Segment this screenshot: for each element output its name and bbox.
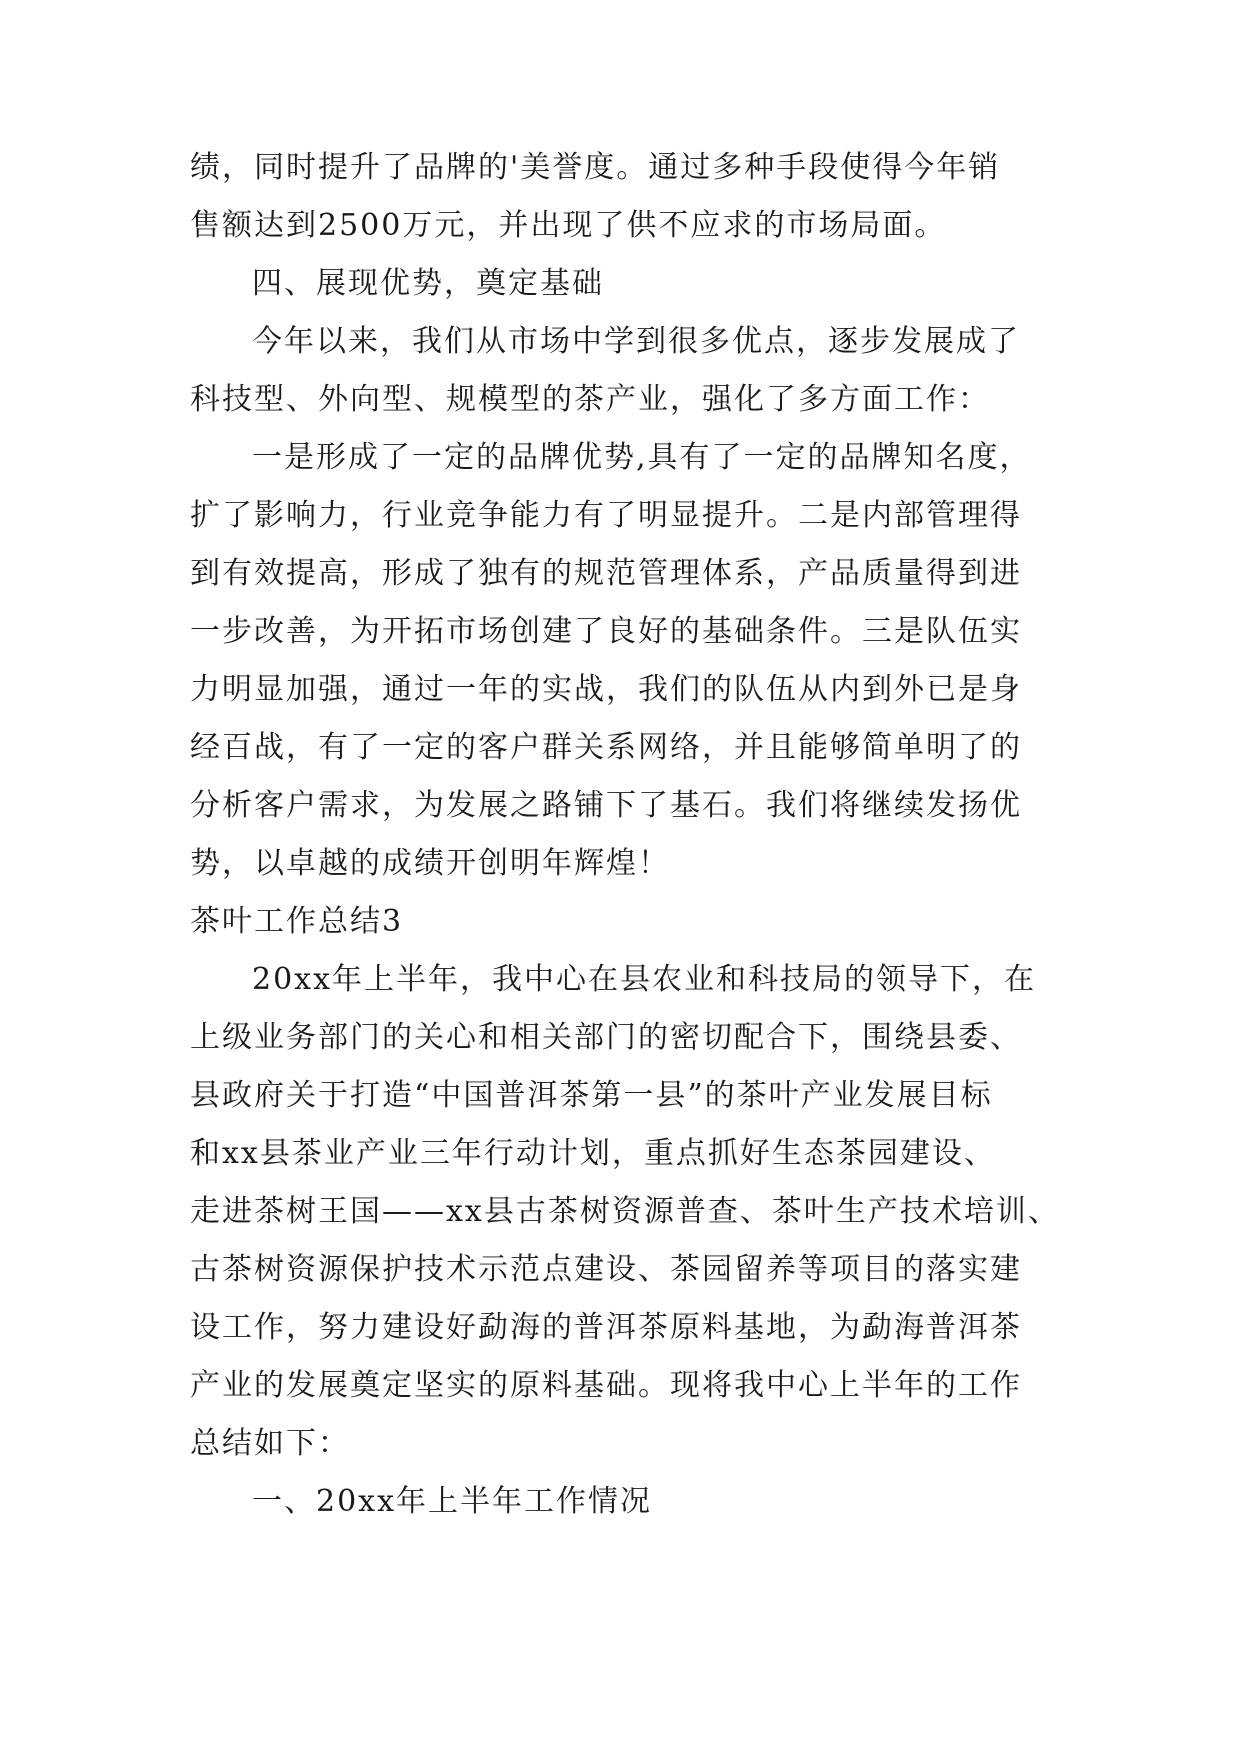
section-heading: 一、20xx年上半年工作情况 bbox=[252, 1484, 653, 1519]
paragraph-line: 上级业务部门的关心和相关部门的密切配合下，围绕县委、 bbox=[190, 1020, 1022, 1055]
paragraph-line: 走进茶树王国——xx县古茶树资源普查、茶叶生产技术培训、 bbox=[190, 1194, 1060, 1229]
paragraph-line: 产业的发展奠定坚实的原料基础。现将我中心上半年的工作 bbox=[190, 1368, 1022, 1403]
paragraph-line: 县政府关于打造“中国普洱茶第一县”的茶叶产业发展目标 bbox=[190, 1078, 993, 1113]
paragraph-line: 售额达到2500万元，并出现了供不应求的市场局面。 bbox=[190, 208, 947, 243]
paragraph-line: 绩，同时提升了品牌的'美誉度。通过多种手段使得今年销 bbox=[190, 150, 1001, 185]
paragraph-line: 总结如下： bbox=[190, 1426, 350, 1461]
paragraph-line: 一步改善，为开拓市场创建了良好的基础条件。三是队伍实 bbox=[190, 614, 1022, 649]
paragraph-line: 设工作，努力建设好勐海的普洱茶原料基地，为勐海普洱茶 bbox=[190, 1310, 1022, 1345]
paragraph-line: 到有效提高，形成了独有的规范管理体系，产品质量得到进 bbox=[190, 556, 1022, 591]
paragraph-line: 分析客户需求，为发展之路铺下了基石。我们将继续发扬优 bbox=[190, 788, 1022, 823]
paragraph-line: 今年以来，我们从市场中学到很多优点，逐步发展成了 bbox=[252, 324, 1020, 359]
document-title: 茶叶工作总结3 bbox=[190, 904, 404, 939]
paragraph-line: 科技型、外向型、规模型的茶产业，强化了多方面工作： bbox=[190, 382, 990, 417]
paragraph-line: 经百战，有了一定的客户群关系网络，并且能够简单明了的 bbox=[190, 730, 1022, 765]
section-heading: 四、展现优势，奠定基础 bbox=[252, 266, 604, 301]
paragraph-line: 一是形成了一定的品牌优势,具有了一定的品牌知名度， bbox=[252, 440, 1032, 475]
paragraph-line: 20xx年上半年，我中心在县农业和科技局的领导下，在 bbox=[252, 962, 1037, 997]
paragraph-line: 力明显加强，通过一年的实战，我们的队伍从内到外已是身 bbox=[190, 672, 1022, 707]
paragraph-line: 古茶树资源保护技术示范点建设、茶园留养等项目的落实建 bbox=[190, 1252, 1022, 1287]
paragraph-line: 扩了影响力，行业竞争能力有了明显提升。二是内部管理得 bbox=[190, 498, 1022, 533]
paragraph-line: 和xx县茶业产业三年行动计划，重点抓好生态茶园建设、 bbox=[190, 1136, 996, 1171]
paragraph-line: 势，以卓越的成绩开创明年辉煌！ bbox=[190, 846, 670, 881]
